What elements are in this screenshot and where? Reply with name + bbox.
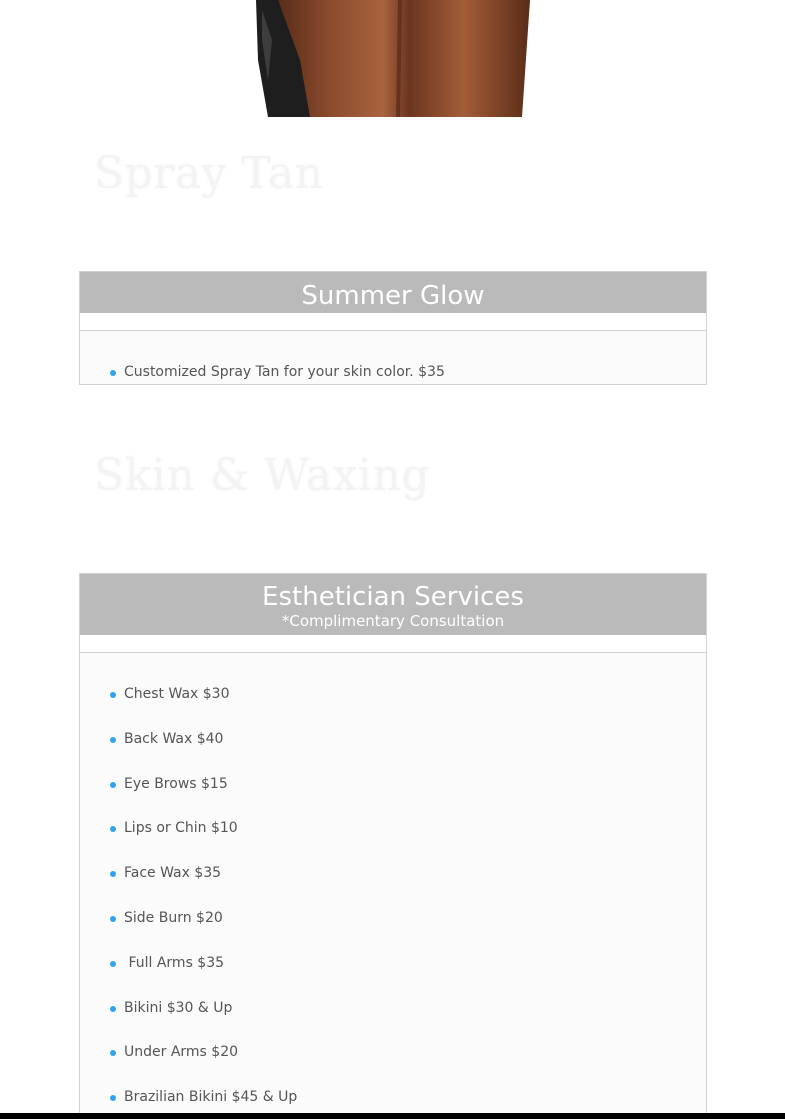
table-heading: Esthetician Services [262,582,524,612]
bullet-icon [110,826,116,832]
list-item [80,864,706,909]
list-item [80,685,706,730]
list-item [80,363,706,408]
service-label: Back Wax $40 [124,730,224,747]
section-title-skin-waxing: Skin & Waxing [94,450,430,501]
service-label: Eye Brows $15 [124,775,228,792]
bullet-icon [110,916,116,922]
bullet-icon [110,692,116,698]
service-label: Full Arms $35 [124,954,225,971]
bullet-icon [110,737,116,743]
service-list [80,653,706,1119]
bullet-icon [110,1006,116,1012]
table-header [80,574,706,635]
service-label: Under Arms $20 [124,1044,239,1061]
list-item [80,819,706,864]
pricing-table-esthetician [79,573,707,1119]
table-heading: Summer Glow [301,281,485,311]
list-item [80,730,706,775]
service-label: Brazilian Bikini $45 & Up [124,1089,298,1106]
pricing-table-summer-glow [79,271,707,385]
table-subheading: *Complimentary Consultation [281,612,505,630]
bottom-bar [0,1113,785,1119]
service-label: Customized Spray Tan for your skin color. $35 [124,364,445,380]
divider [80,313,706,331]
service-list [80,331,706,408]
list-item [80,999,706,1044]
hero-image [0,0,785,117]
bullet-icon [110,871,116,877]
service-label: Lips or Chin $10 [124,820,238,837]
list-item [80,1043,706,1088]
bullet-icon [110,1050,116,1056]
service-label: Face Wax $35 [124,865,222,882]
section-title-spray-tan: Spray Tan [94,148,324,199]
service-label: Side Burn $20 [124,909,223,926]
service-label: Chest Wax $30 [124,686,230,702]
table-header [80,272,706,313]
service-label: Bikini $30 & Up [124,999,233,1016]
list-item [80,954,706,999]
bullet-icon [110,782,116,788]
list-item [80,909,706,954]
bullet-icon [110,961,116,967]
bullet-icon [110,1095,116,1101]
list-item [80,775,706,820]
bullet-icon [110,370,116,376]
divider [80,635,706,653]
